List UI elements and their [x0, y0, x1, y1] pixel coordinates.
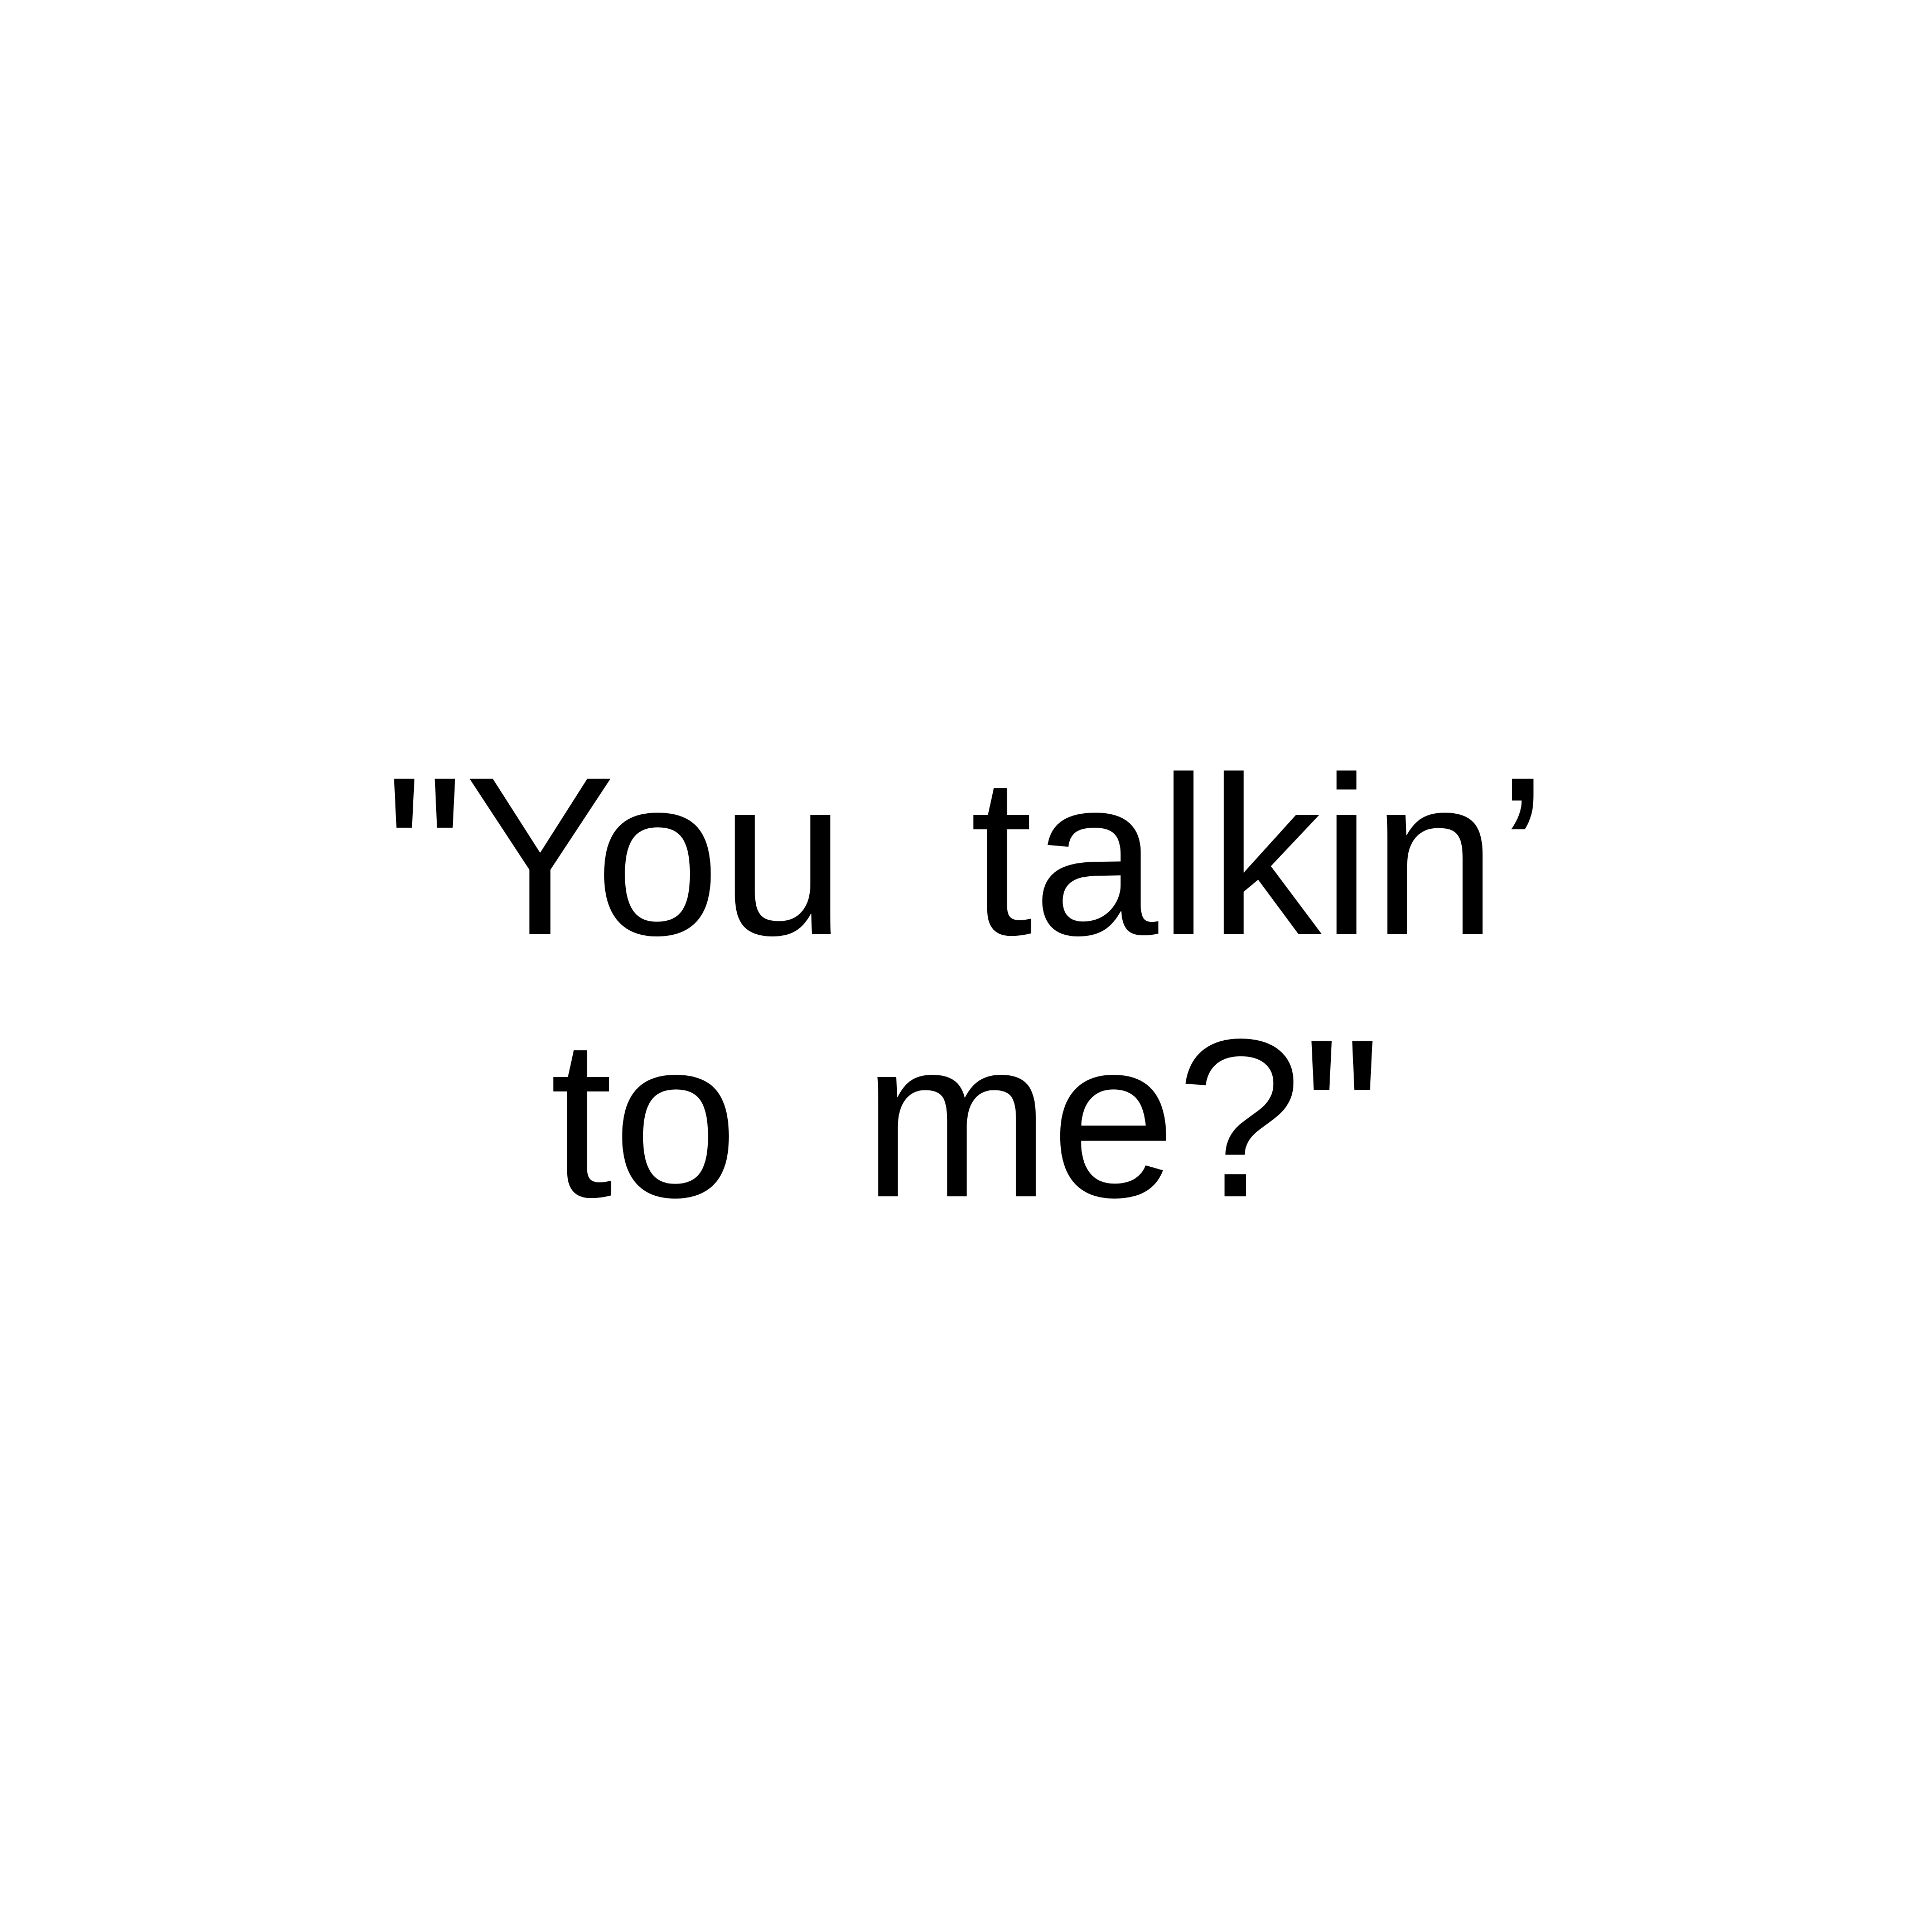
quote-line-1: "You talkin’ — [384, 730, 1548, 982]
quote-text — [0, 725, 1932, 1249]
quote-line-2: to me?" — [550, 992, 1382, 1244]
